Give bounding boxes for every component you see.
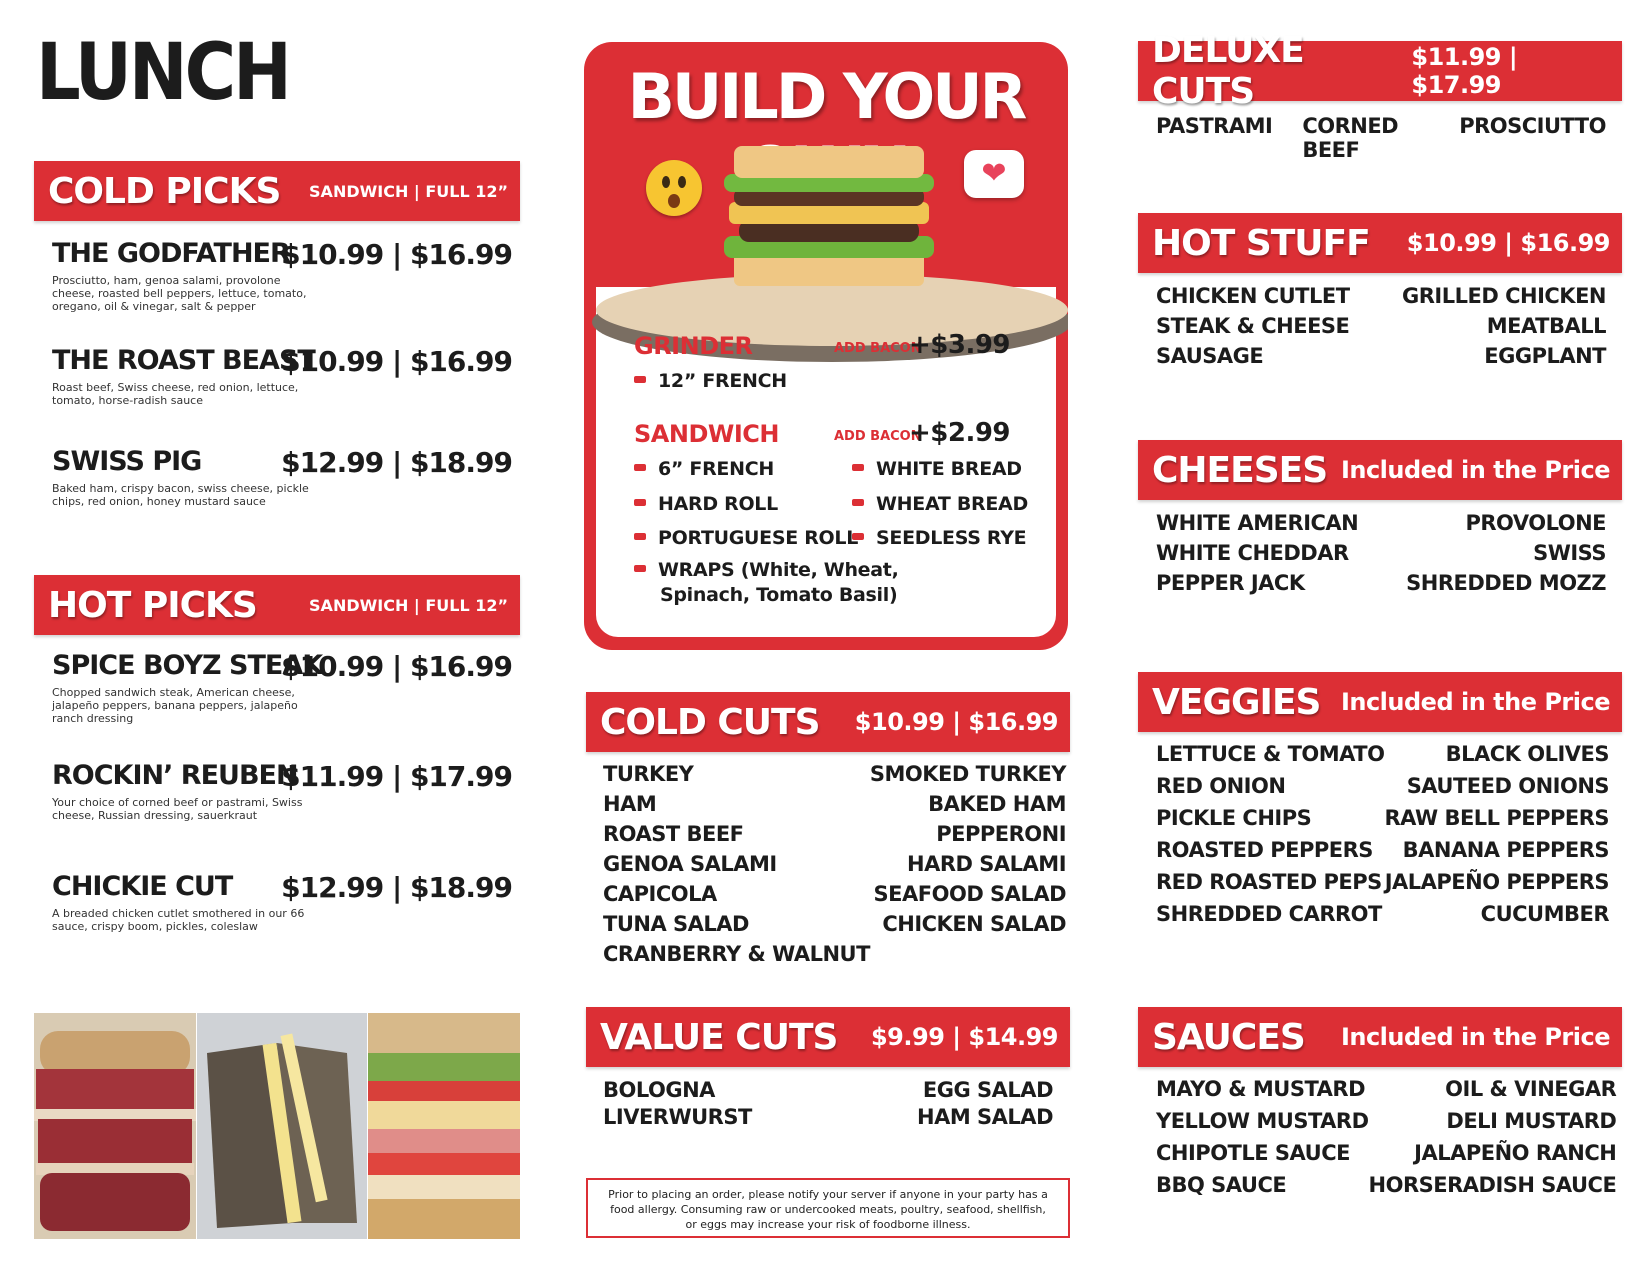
list-item: LIVERWURST <box>603 1105 752 1129</box>
steak-photo <box>197 1013 367 1239</box>
list-item: HARD SALAMI <box>907 852 1067 876</box>
list-item: HAM <box>603 792 657 816</box>
list-item: ROASTED PEPPERS <box>1156 838 1373 862</box>
bread-option-continued: Spinach, Tomato Basil) <box>660 584 898 606</box>
value-cuts-price: $9.99 | $14.99 <box>870 1023 1058 1051</box>
hot-picks-sizes: SANDWICH | FULL 12” <box>309 595 508 615</box>
surprised-emoji-icon <box>646 160 702 216</box>
list-item: TUNA SALAD <box>603 912 749 936</box>
bread-option: 6” FRENCH <box>634 458 774 480</box>
list-item: CHICKEN SALAD <box>882 912 1067 936</box>
cheeses-title: CHEESES <box>1152 449 1328 491</box>
bread-option: HARD ROLL <box>634 493 778 515</box>
cheeses-note: Included in the Price <box>1340 456 1610 484</box>
list-column-left <box>1156 284 1350 374</box>
list-item: LETTUCE & TOMATO <box>1156 742 1385 766</box>
list-item: EGG SALAD <box>922 1078 1053 1102</box>
bread-option: PORTUGUESE ROLL <box>634 527 858 549</box>
list-column-right <box>917 1078 1053 1132</box>
list-item: RAW BELL PEPPERS <box>1384 806 1610 830</box>
list-item: PEPPERONI <box>936 822 1067 846</box>
build-your-own-title: BUILD YOUR <box>627 60 1025 133</box>
list-column-left <box>1156 1077 1369 1205</box>
list-item: DELI MUSTARD <box>1446 1109 1617 1133</box>
item-description: A breaded chicken cutlet smothered in our 66 sauce, crispy boom, pickles, coleslaw <box>52 907 305 933</box>
list-item: SWISS <box>1533 541 1606 565</box>
allergy-disclaimer: Prior to placing an order, please notify your server if anyone in your party has a food allergy. Consuming raw or undercooked meats, poultry, seafood, shellfish, or eggs may increase your risk of foodborne illness. <box>586 1178 1070 1238</box>
list-item: BAKED HAM <box>928 792 1067 816</box>
hot-stuff-header <box>1138 213 1622 273</box>
hot-stuff-title: HOT STUFF <box>1152 222 1370 264</box>
list-item: WHITE AMERICAN <box>1156 511 1359 535</box>
list-item: JALAPEÑO PEPPERS <box>1384 870 1610 894</box>
list-item: WHITE CHEDDAR <box>1156 541 1349 565</box>
grinder-label: GRINDER <box>634 332 753 360</box>
list-column-right <box>870 762 1066 972</box>
list-column-left <box>603 762 870 972</box>
list-item: SMOKED TURKEY <box>869 762 1067 786</box>
item-name: CHICKIE CUT <box>52 871 233 902</box>
veggies-header <box>1138 672 1622 732</box>
list-column-right <box>1369 1077 1617 1205</box>
list-item: ROAST BEEF <box>603 822 744 846</box>
item-description: Chopped sandwich steak, American cheese, jalapeño peppers, banana peppers, jalapeño ranch dressing <box>52 686 298 725</box>
item-description: Baked ham, crispy bacon, swiss cheese, pickle chips, red onion, honey mustard sauce <box>52 482 309 508</box>
list-column-right <box>1384 742 1609 934</box>
bread-option: WRAPS (White, Wheat, <box>634 559 899 581</box>
deluxe-cuts-header <box>1138 30 1622 112</box>
grinder-add-bacon-price: +$3.99 <box>909 330 1011 360</box>
heart-bubble-icon: ❤ <box>964 150 1024 198</box>
cold-picks-header <box>34 161 520 221</box>
list-column-right <box>1402 284 1606 374</box>
sandwich-label: SANDWICH <box>634 420 779 448</box>
list-item: YELLOW MUSTARD <box>1156 1109 1369 1133</box>
bread-option: WHITE BREAD <box>852 458 1022 480</box>
list-item: SHREDDED CARROT <box>1156 902 1382 926</box>
list-item: PASTRAMI <box>1156 114 1273 138</box>
list-item: PROVOLONE <box>1465 511 1606 535</box>
item-name: THE GODFATHER <box>52 238 290 269</box>
sauces-header <box>1138 1007 1622 1067</box>
veggies-title: VEGGIES <box>1152 681 1321 723</box>
cold-cuts-list <box>603 762 1067 972</box>
value-cuts-title: VALUE CUTS <box>600 1016 838 1058</box>
list-item: PEPPER JACK <box>1156 571 1305 595</box>
list-item: OIL & VINEGAR <box>1445 1077 1617 1101</box>
list-item: PROSCIUTTO <box>1459 114 1606 138</box>
list-item: MEATBALL <box>1486 314 1606 338</box>
item-price: $10.99 | $16.99 <box>281 650 512 683</box>
list-item: GENOA SALAMI <box>603 852 777 876</box>
item-description: Prosciutto, ham, genoa salami, provolone cheese, roasted bell peppers, lettuce, tomato, oregano, oil & vinegar, salt & pepper <box>52 274 307 313</box>
list-item: PICKLE CHIPS <box>1156 806 1312 830</box>
grinder-add-bacon-label: ADD BACON <box>834 341 922 356</box>
list-column-left <box>603 1078 752 1132</box>
bread-option: SEEDLESS RYE <box>852 527 1026 549</box>
list-item: HORSERADISH SAUCE <box>1368 1173 1617 1197</box>
list-column-left <box>1156 742 1384 934</box>
veggies-list <box>1156 742 1610 934</box>
list-item: BLACK OLIVES <box>1445 742 1610 766</box>
list-item: STEAK & CHEESE <box>1156 314 1350 338</box>
grinder-option: 12” FRENCH <box>634 370 787 392</box>
cold-cuts-price: $10.99 | $16.99 <box>854 708 1058 736</box>
list-item: JALAPEÑO RANCH <box>1414 1141 1617 1165</box>
deluxe-cuts-price: $11.99 | $17.99 <box>1411 43 1518 99</box>
list-item: MAYO & MUSTARD <box>1156 1077 1366 1101</box>
list-item: BOLOGNA <box>603 1078 715 1102</box>
hot-stuff-price: $10.99 | $16.99 <box>1406 229 1610 257</box>
list-item: RED ONION <box>1156 774 1286 798</box>
veggies-note: Included in the Price <box>1340 688 1610 716</box>
cold-picks-title: COLD PICKS <box>48 170 281 212</box>
list-item: CRANBERRY & WALNUT <box>603 942 870 966</box>
cheeses-header <box>1138 440 1622 500</box>
list-item: CAPICOLA <box>603 882 717 906</box>
sandwich-add-bacon-label: ADD BACON <box>834 429 922 444</box>
list-item: BBQ SAUCE <box>1156 1173 1287 1197</box>
list-item: HAM SALAD <box>917 1105 1053 1129</box>
cold-cuts-title: COLD CUTS <box>600 701 820 743</box>
list-item: GRILLED CHICKEN <box>1402 284 1606 308</box>
hot-picks-title: HOT PICKS <box>48 584 257 626</box>
sauces-note: Included in the Price <box>1340 1023 1610 1051</box>
cheeses-list <box>1156 511 1606 601</box>
list-item: CORNED BEEF <box>1302 114 1399 162</box>
value-cuts-header <box>586 1007 1070 1067</box>
italian-sub-photo <box>368 1013 520 1239</box>
list-item: CHICKEN CUTLET <box>1156 284 1350 308</box>
item-description: Your choice of corned beef or pastrami, Swiss cheese, Russian dressing, sauerkraut <box>52 796 303 822</box>
bread-option: WHEAT BREAD <box>852 493 1028 515</box>
sauces-title: SAUCES <box>1152 1016 1305 1058</box>
item-price: $10.99 | $16.99 <box>281 345 512 378</box>
list-item: SEAFOOD SALAD <box>873 882 1067 906</box>
item-description: Roast beef, Swiss cheese, red onion, lettuce, tomato, horse-radish sauce <box>52 381 299 407</box>
list-item: CUCUMBER <box>1480 902 1610 926</box>
reuben-photo <box>34 1013 196 1239</box>
list-item: SAUTEED ONIONS <box>1406 774 1610 798</box>
item-name: THE ROAST BEAST <box>52 345 315 376</box>
hot-stuff-list <box>1156 284 1606 374</box>
cold-picks-sizes: SANDWICH | FULL 12” <box>309 181 508 201</box>
list-item: CHIPOTLE SAUCE <box>1156 1141 1350 1165</box>
item-price: $12.99 | $18.99 <box>281 871 512 904</box>
list-item: TURKEY <box>603 762 694 786</box>
item-price: $11.99 | $17.99 <box>281 760 512 793</box>
list-item: BANANA PEPPERS <box>1402 838 1610 862</box>
cold-cuts-header <box>586 692 1070 752</box>
item-name: ROCKIN’ REUBEN <box>52 760 298 791</box>
list-item: SAUSAGE <box>1156 344 1264 368</box>
build-your-own-card <box>584 42 1068 650</box>
list-column-left <box>1156 511 1358 601</box>
item-name: SPICE BOYZ STEAK <box>52 650 323 681</box>
hot-picks-header <box>34 575 520 635</box>
item-name: SWISS PIG <box>52 446 202 477</box>
page-title: LUNCH <box>36 28 289 118</box>
list-item: SHREDDED MOZZ <box>1406 571 1606 595</box>
deluxe-cuts-title: DELUXE CUTS <box>1152 30 1304 112</box>
item-price: $10.99 | $16.99 <box>281 238 512 271</box>
sandwich-add-bacon-price: +$2.99 <box>909 418 1011 448</box>
value-cuts-list <box>603 1078 1053 1132</box>
list-item: RED ROASTED PEPS <box>1156 870 1382 894</box>
list-item: EGGPLANT <box>1484 344 1606 368</box>
deluxe-cuts-list <box>1156 114 1606 162</box>
list-column-right <box>1406 511 1606 601</box>
item-price: $12.99 | $18.99 <box>281 446 512 479</box>
sauces-list <box>1156 1077 1617 1205</box>
